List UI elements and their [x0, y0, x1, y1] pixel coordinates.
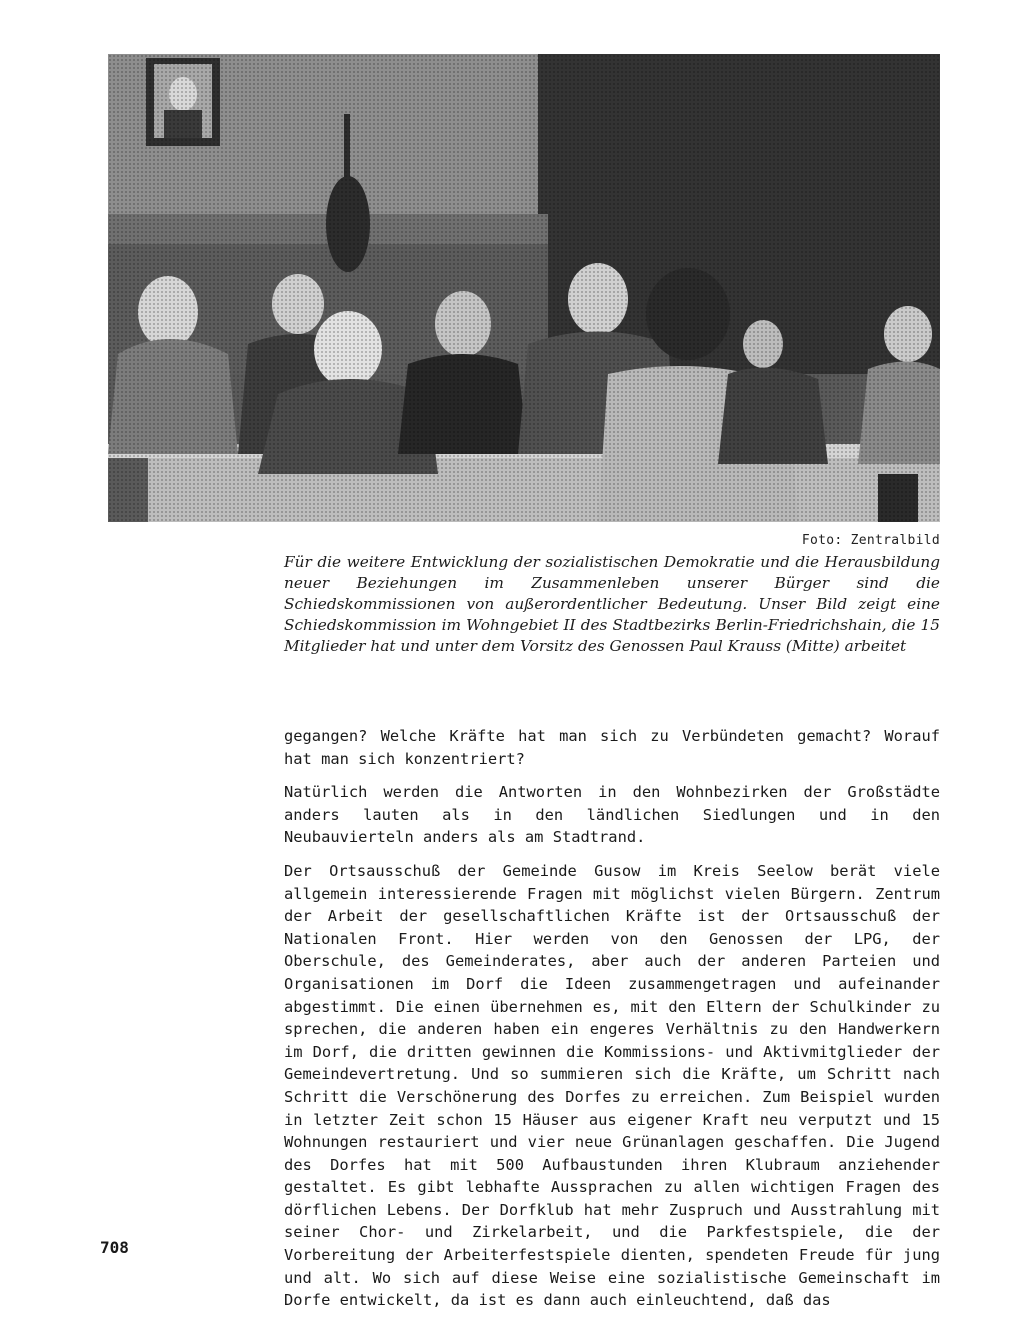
- paragraph: Der Ortsausschuß der Gemeinde Gusow im Kreis Seelow berät viele allgemein interessierende Fragen mit möglichst vielen Bürgern. Zentrum der Arbeit der gesellschaftlichen Kräfte ist der Ortsausschuß der Nationalen Front. Hier werden von den Genossen der LPG, der Oberschule, des Gemeinderates, aber auch der anderen Parteien und Organisationen im Dorf die Ideen zusammengetragen und aufeinander abgestimmt. Die einen übernehmen es, mit den Eltern der Schulkinder zu sprechen, die anderen haben ein engeres Verhältnis zu den Handwerkern im Dorf, die dritten gewinnen die Kommissions- und Aktivmitglieder der Gemeindevertretung. Und so summieren sich die Kräfte, um Schritt nach Schritt die Verschönerung des Dorfes zu erreichen. Zum Beispiel wurden in letzter Zeit schon 15 Häuser aus eigener Kraft neu verputzt und 15 Wohnungen restauriert und vier neue Grünanlagen geschaffen. Die Jugend des Dorfes hat mit 500 Aufbaustunden ihren Klubraum anziehender gestaltet. Es gibt lebhafte Aussprachen zu allen wichtigen Fragen des dörflichen Lebens. Der Dorfklub hat mehr Zuspruch und Ausstrahlung mit seiner Chor- und Zirkelarbeit, und die Parkfestspiele, die der Vorbereitung der Arbeiterfestspiele dienten, spendeten Freude für jung und alt. Wo sich auf diese Weise eine sozialistische Gemeinschaft im Dorfe entwickelt, da ist es dann auch einleuchtend, daß das: [284, 861, 940, 1310]
- paragraph: Natürlich werden die Antworten in den Wohnbezirken der Großstädte anders lauten als in den ländlichen Siedlungen und in den Neubauvierteln anders als am Stadtrand.: [284, 783, 940, 847]
- meeting-photo-illustration: [108, 54, 940, 522]
- photo-caption: Für die weitere Entwicklung der sozialistischen Demokratie und die Herausbildung neuer Beziehungen im Zusammenleben unserer Bürger sind die Schiedskommissionen von außerordentlicher Bedeutung. Unser Bild zeigt eine Schiedskommission im Wohngebiet II des Stadtbezirks Berlin-Friedrichshain, die 15 Mitglieder hat und unter dem Vorsitz des Genossen Paul Krauss (Mitte) arbeitet: [284, 553, 940, 655]
- paragraph: gegangen? Welche Kräfte hat man sich zu Verbündeten gemacht? Worauf hat man sich konzentriert?: [284, 727, 940, 768]
- meeting-photo: [108, 54, 940, 522]
- body-text: [284, 725, 940, 1323]
- photo-credit: Foto: Zentralbild: [801, 533, 940, 548]
- page-number: 708: [100, 1238, 129, 1257]
